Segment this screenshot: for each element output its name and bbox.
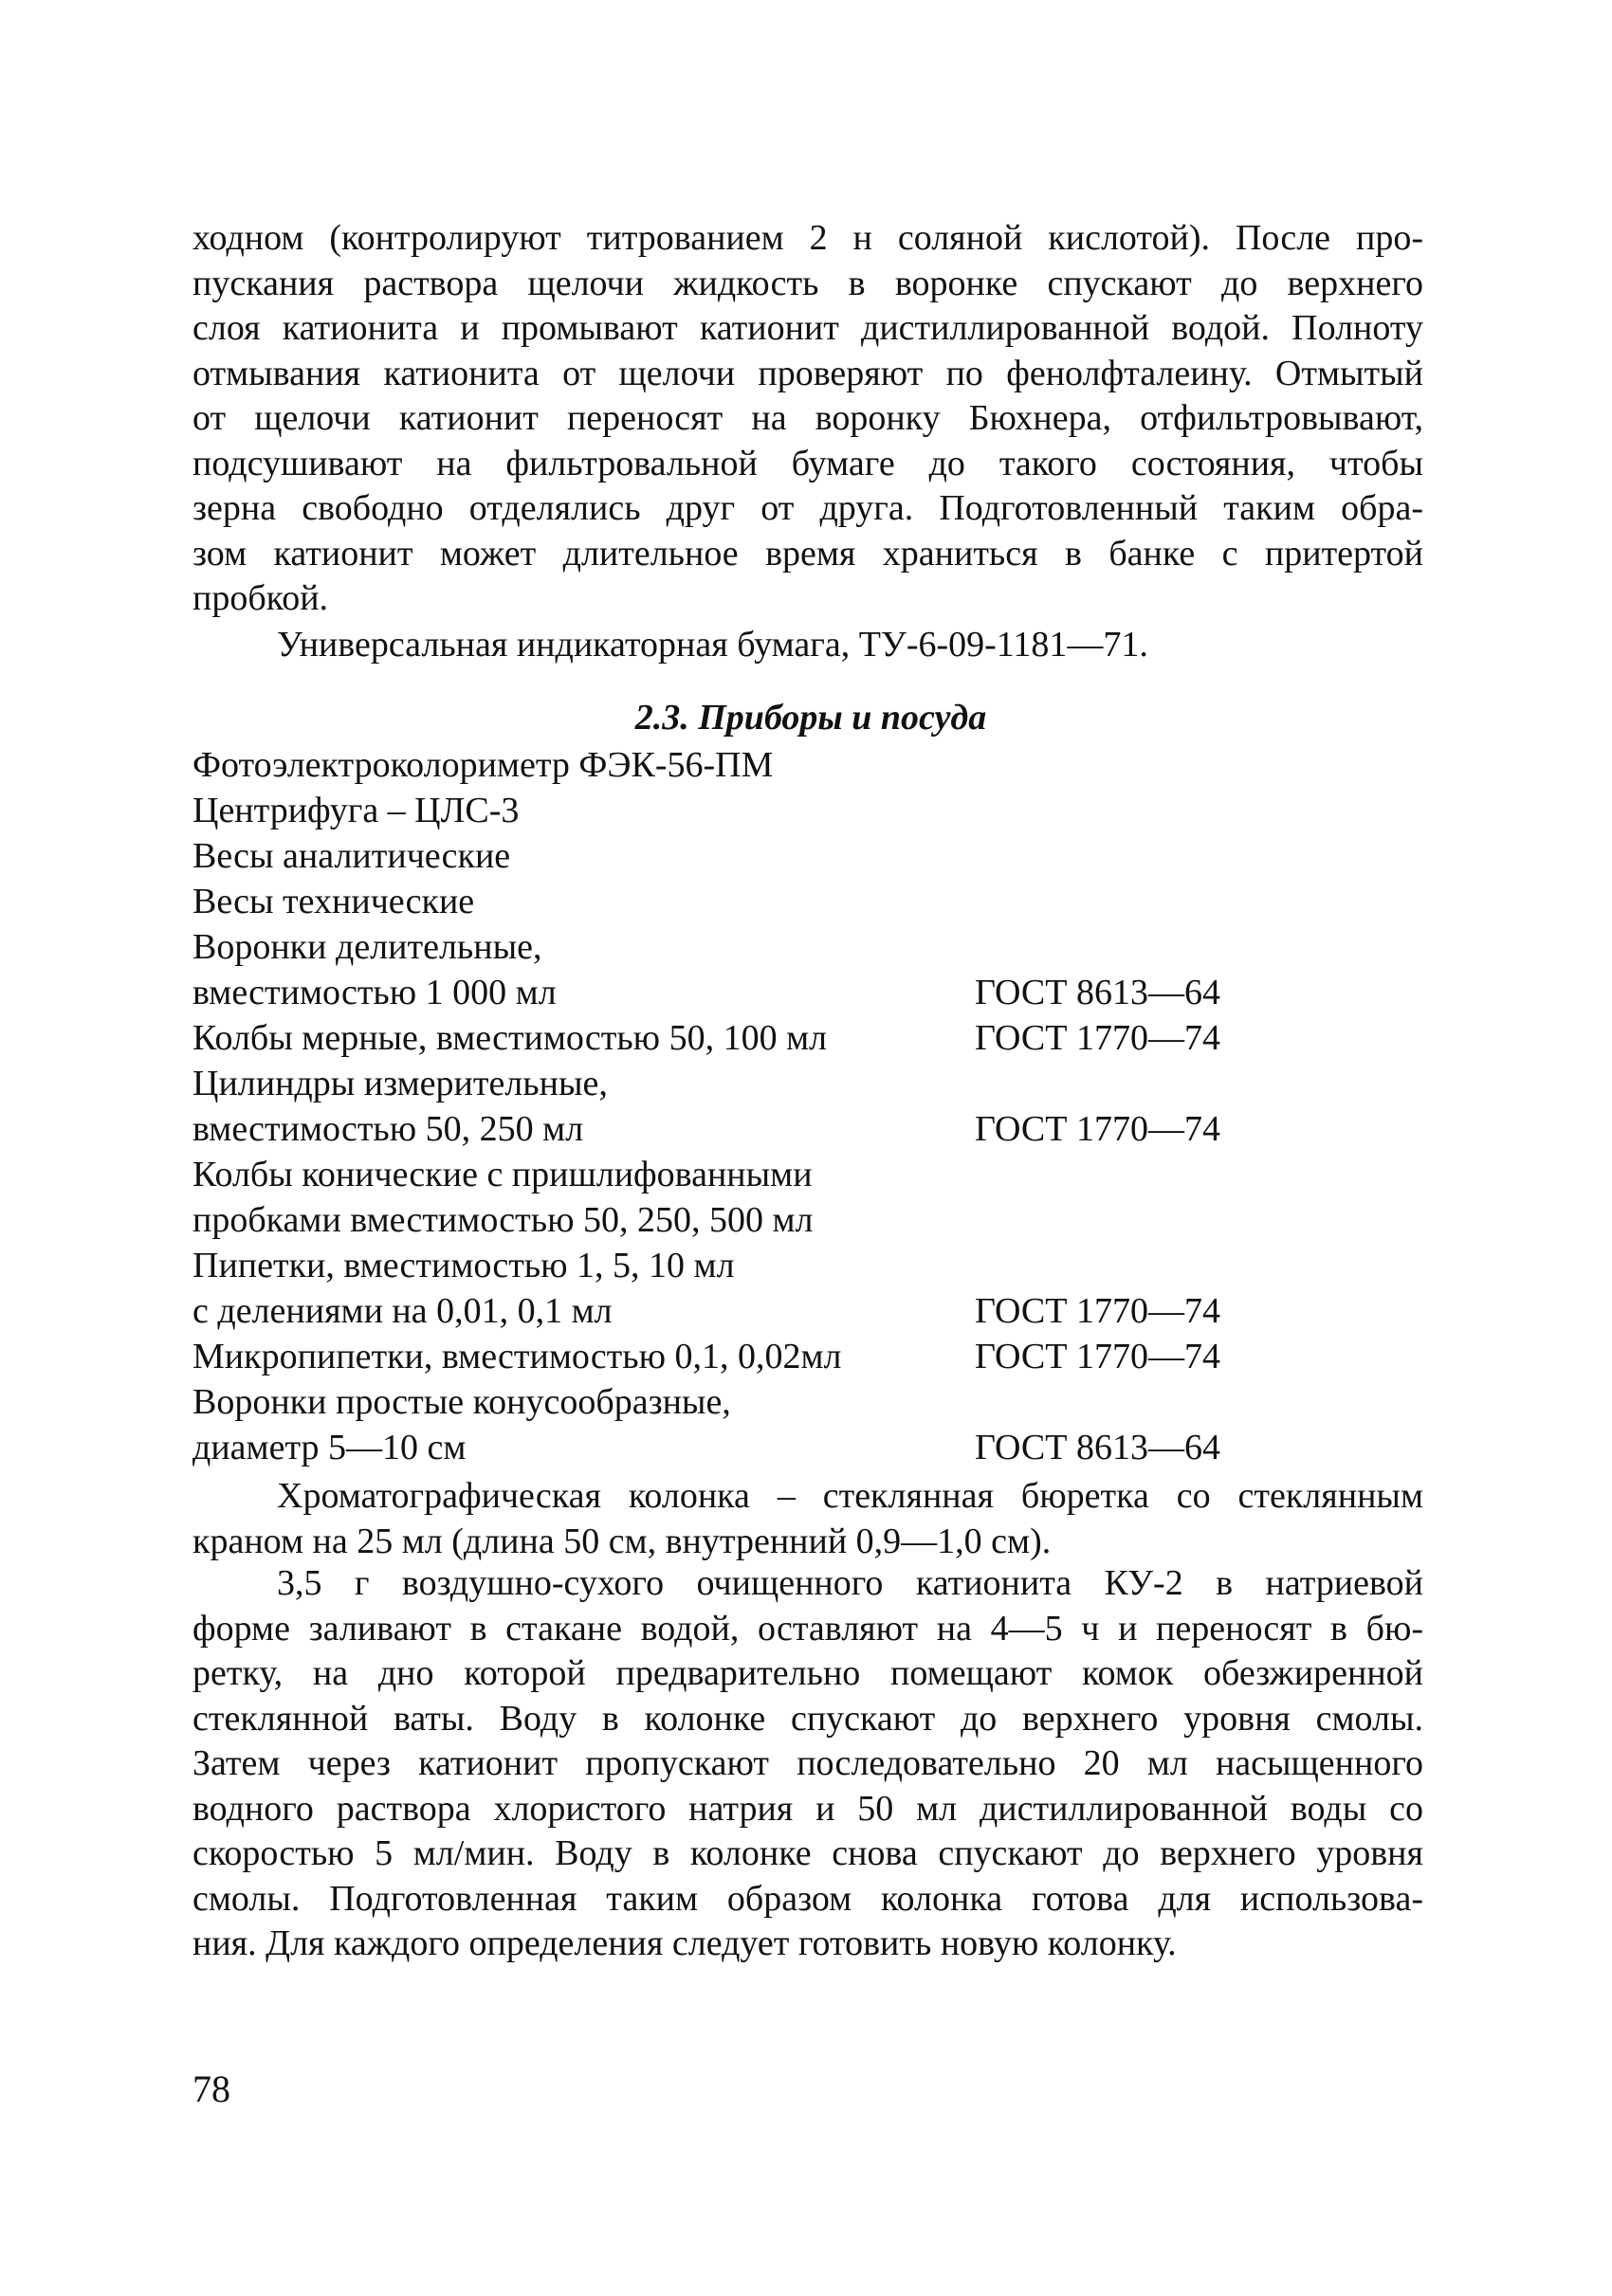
equipment-name: Колбы конические с пришлифованными xyxy=(192,1155,813,1194)
text-line: 3,5 г воздушно-сухого очищенного катионита КУ-2 в натриевой xyxy=(277,1563,1423,1603)
text-line: Универсальная индикаторная бумага, ТУ-6-09-1181—71. xyxy=(277,625,1148,665)
equipment-name: Цилиндры измерительные, xyxy=(192,1064,608,1103)
text-line: от щелочи катионит переносят на воронку Бюхнера, отфильтровывают, xyxy=(192,398,1423,438)
text-line: смолы. Подготовленная таким образом колонка готова для использова- xyxy=(192,1878,1423,1919)
equipment-name: Фотоэлектроколориметр ФЭК-56-ПМ xyxy=(192,745,774,785)
equipment-row xyxy=(192,970,1330,1015)
equipment-standard: ГОСТ 8613—64 xyxy=(975,973,1220,1012)
paragraph-chromatography-column xyxy=(192,1474,1423,1564)
equipment-row xyxy=(192,1106,1330,1152)
equipment-standard: ГОСТ 1770—74 xyxy=(975,1291,1220,1331)
equipment-row xyxy=(192,1334,1330,1379)
text-line: водного раствора хлористого натрия и 50 мл дистиллированной воды со xyxy=(192,1788,1423,1829)
equipment-row xyxy=(192,1061,1330,1106)
equipment-row xyxy=(192,1288,1330,1334)
page-number: 78 xyxy=(192,2068,230,2110)
equipment-row xyxy=(192,1015,1330,1061)
text-line: отмывания катионита от щелочи проверяют по фенолфталеину. Отмытый xyxy=(192,353,1423,393)
text-line: подсушивают на фильтровальной бумаге до такого состояния, чтобы xyxy=(192,443,1423,483)
equipment-name: диаметр 5—10 см xyxy=(192,1428,467,1467)
equipment-name: Весы аналитические xyxy=(192,836,511,876)
equipment-row xyxy=(192,924,1330,970)
equipment-name: вместимостью 1 000 мл xyxy=(192,973,557,1012)
equipment-name: вместимостью 50, 250 мл xyxy=(192,1109,584,1149)
equipment-row xyxy=(192,1197,1330,1243)
text-line: ретку, на дно которой предварительно помещают комок обезжиренной xyxy=(192,1653,1423,1693)
text-line: ходном (контролируют титрованием 2 н соляной кислотой). После про- xyxy=(192,218,1423,258)
equipment-name: Весы технические xyxy=(192,882,475,921)
paragraph-column-preparation xyxy=(192,1561,1423,1967)
equipment-name: пробками вместимостью 50, 250, 500 мл xyxy=(192,1200,814,1240)
text-line: пускания раствора щелочи жидкость в воронке спускают до верхнего xyxy=(192,263,1423,303)
equipment-row xyxy=(192,1243,1330,1288)
equipment-row xyxy=(192,1425,1330,1470)
equipment-row xyxy=(192,742,1330,788)
text-line: форме заливают в стакане водой, оставляют на 4—5 ч и переносят в бю- xyxy=(192,1608,1423,1649)
equipment-standard: ГОСТ 1770—74 xyxy=(975,1337,1220,1376)
text-line: краном на 25 мл (длина 50 см, внутренний 0,9—1,0 см). xyxy=(192,1521,1052,1561)
text-line: слоя катионита и промывают катионит дистиллированной водой. Полноту xyxy=(192,308,1423,348)
equipment-standard: ГОСТ 1770—74 xyxy=(975,1018,1220,1058)
equipment-row xyxy=(192,788,1330,833)
text-line: ния. Для каждого определения следует готовить новую колонку. xyxy=(192,1923,1177,1963)
equipment-name: Центрифуга – ЦЛС-3 xyxy=(192,791,520,830)
equipment-row xyxy=(192,1379,1330,1425)
equipment-name: Колбы мерные, вместимостью 50, 100 мл xyxy=(192,1018,828,1058)
equipment-standard: ГОСТ 8613—64 xyxy=(975,1428,1220,1467)
text-line: скоростью 5 мл/мин. Воду в колонке снова спускают до верхнего уровня xyxy=(192,1833,1423,1873)
paragraph-cation-exchanger-prep xyxy=(192,216,1423,622)
equipment-name: Воронки простые конусообразные, xyxy=(192,1382,731,1422)
equipment-standard: ГОСТ 1770—74 xyxy=(975,1109,1220,1149)
equipment-name: с делениями на 0,01, 0,1 мл xyxy=(192,1291,613,1331)
equipment-list xyxy=(192,742,1330,1470)
text-line: зерна свободно отделялись друг от друга. Подготовленный таким обра- xyxy=(192,488,1423,528)
text-line: Затем через катионит пропускают последовательно 20 мл насыщенного xyxy=(192,1743,1423,1783)
equipment-name: Пипетки, вместимостью 1, 5, 10 мл xyxy=(192,1246,735,1285)
text-line: Хроматографическая колонка – стеклянная бюретка со стеклянным xyxy=(277,1476,1423,1516)
equipment-row xyxy=(192,1152,1330,1197)
text-line: зом катионит может длительное время храниться в банке с притертой xyxy=(192,533,1423,574)
text-line: пробкой. xyxy=(192,578,329,618)
section-heading: 2.3. Приборы и посуда xyxy=(634,698,987,738)
equipment-name: Воронки делительные, xyxy=(192,927,542,967)
text-line: стеклянной ваты. Воду в колонке спускают до верхнего уровня смолы. xyxy=(192,1698,1423,1739)
paragraph-indicator-paper xyxy=(192,623,1423,668)
equipment-row xyxy=(192,833,1330,879)
equipment-row xyxy=(192,879,1330,924)
equipment-name: Микропипетки, вместимостью 0,1, 0,02мл xyxy=(192,1337,842,1376)
